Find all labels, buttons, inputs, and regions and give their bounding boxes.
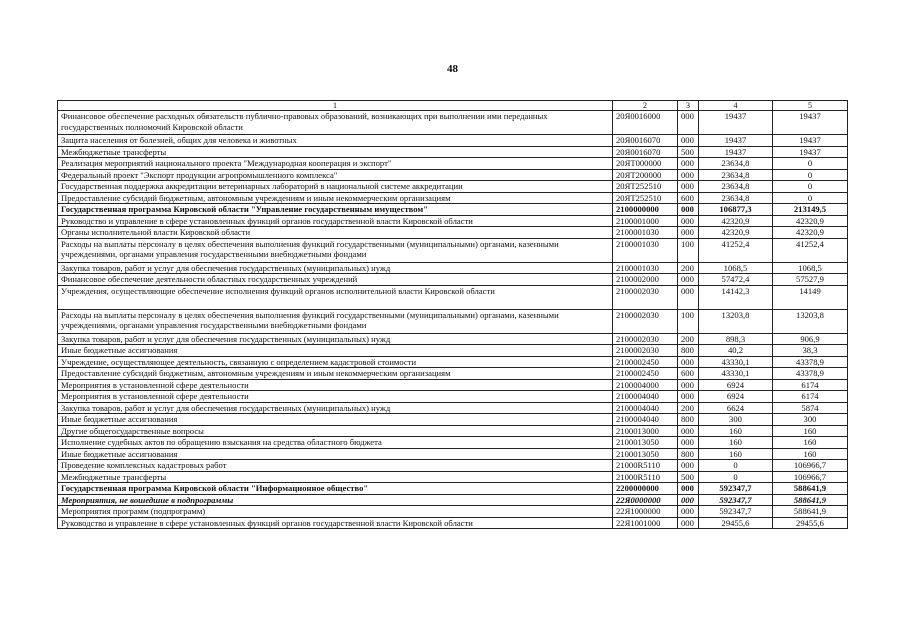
row-name-cell: Учреждения, осуществляющие обеспечение исполнения функций органов исполнительной власти Кировской области [58,285,613,309]
row-value-2-cell: 213149,5 [773,204,848,216]
row-value-1-cell: 592347,7 [699,483,773,495]
row-value-1-cell: 29455,6 [699,517,773,529]
row-code-cell: 21000R5110 [613,471,678,483]
row-value-1-cell: 19437 [699,146,773,158]
row-value-1-cell: 300 [699,414,773,426]
row-type-cell: 200 [678,262,699,274]
page-number: 48 [447,63,458,75]
row-type-cell: 000 [678,460,699,472]
row-value-1-cell: 19437 [699,111,773,135]
row-type-cell: 000 [678,181,699,193]
row-type-cell: 000 [678,274,699,286]
row-type-cell: 000 [678,517,699,529]
budget-table [57,100,848,529]
row-type-cell: 600 [678,192,699,204]
row-name-cell: Руководство и управление в сфере установленных функций органов государственной власти Кировской области [58,517,613,529]
row-type-cell: 000 [678,356,699,368]
row-code-cell: 2200000000 [613,483,678,495]
row-value-1-cell: 898,3 [699,333,773,345]
table-row [58,356,848,368]
table-row [58,494,848,506]
row-name-cell: Защита населения от болезней, общих для человека и животных [58,135,613,147]
header-cell: 2 [613,101,678,111]
row-code-cell: 2100002030 [613,285,678,309]
row-value-1-cell: 13203,8 [699,309,773,333]
table-row [58,227,848,239]
row-value-2-cell: 6174 [773,379,848,391]
row-type-cell: 200 [678,402,699,414]
row-value-1-cell: 23634,8 [699,158,773,170]
row-name-cell: Исполнение судебных актов по обращению взыскания на средства областного бюджета [58,437,613,449]
row-code-cell: 2100001000 [613,215,678,227]
row-value-2-cell: 57527,9 [773,274,848,286]
row-value-1-cell: 6924 [699,391,773,403]
row-name-cell: Иные бюджетные ассигнования [58,414,613,426]
row-code-cell: 20ЯТ200000 [613,169,678,181]
table-row [58,285,848,309]
row-code-cell: 20ЯТ252510 [613,192,678,204]
row-name-cell: Финансовое обеспечение расходных обязательств публично-правовых образований, возникающих при выполнении ими переданных государственных полномочий Кировской области [58,111,613,135]
row-value-1-cell: 106877,3 [699,204,773,216]
row-value-1-cell: 19437 [699,135,773,147]
row-type-cell: 800 [678,448,699,460]
row-name-cell: Федеральный проект "Экспорт продукции агропромышленного комплекса" [58,169,613,181]
row-code-cell: 2100001030 [613,262,678,274]
row-name-cell: Финансовое обеспечение деятельности областных государственных учреждений [58,274,613,286]
row-value-2-cell: 19437 [773,111,848,135]
table-row [58,414,848,426]
row-code-cell: 2100004000 [613,379,678,391]
row-code-cell: 2100004040 [613,402,678,414]
row-name-cell: Мероприятия, не вошедшие в подпрограммы [58,494,613,506]
row-value-1-cell: 0 [699,471,773,483]
row-value-2-cell: 300 [773,414,848,426]
row-value-1-cell: 592347,7 [699,506,773,518]
row-code-cell: 2100002450 [613,368,678,380]
row-value-2-cell: 0 [773,158,848,170]
row-value-1-cell: 40,2 [699,345,773,357]
row-type-cell: 000 [678,391,699,403]
row-value-1-cell: 0 [699,460,773,472]
row-name-cell: Мероприятия в установленной сфере деятельности [58,379,613,391]
row-value-1-cell: 57472,4 [699,274,773,286]
row-code-cell: 2100000000 [613,204,678,216]
row-name-cell: Иные бюджетные ассигнования [58,345,613,357]
row-name-cell: Закупка товаров, работ и услуг для обеспечения государственных (муниципальных) нужд [58,262,613,274]
row-name-cell: Закупка товаров, работ и услуг для обеспечения государственных (муниципальных) нужд [58,402,613,414]
row-value-2-cell: 14149 [773,285,848,309]
row-value-1-cell: 42320,9 [699,215,773,227]
row-type-cell: 600 [678,368,699,380]
row-value-2-cell: 588641,9 [773,506,848,518]
row-type-cell: 100 [678,238,699,262]
row-value-1-cell: 6924 [699,379,773,391]
table-row [58,238,848,262]
row-value-2-cell: 19437 [773,146,848,158]
row-name-cell: Органы исполнительной власти Кировской области [58,227,613,239]
row-code-cell: 2100001030 [613,227,678,239]
row-value-1-cell: 1068,5 [699,262,773,274]
table-row [58,483,848,495]
row-code-cell: 2100004040 [613,391,678,403]
row-code-cell: 2100013000 [613,425,678,437]
table-row [58,192,848,204]
row-name-cell: Предоставление субсидий бюджетным, автономным учреждениям и иным некоммерческим организациям [58,192,613,204]
row-code-cell: 20Я0016000 [613,111,678,135]
row-value-2-cell: 588641,9 [773,483,848,495]
row-type-cell: 000 [678,425,699,437]
row-value-2-cell: 29455,6 [773,517,848,529]
row-value-2-cell: 160 [773,437,848,449]
row-code-cell: 2100013050 [613,448,678,460]
row-value-2-cell: 906,9 [773,333,848,345]
row-name-cell: Государственная поддержка аккредитации ветеринарных лабораторий в национальной системе аккредитации [58,181,613,193]
row-value-2-cell: 5874 [773,402,848,414]
row-value-2-cell: 38,3 [773,345,848,357]
row-value-2-cell: 588641,9 [773,494,848,506]
row-code-cell: 2100002030 [613,333,678,345]
row-name-cell: Закупка товаров, работ и услуг для обеспечения государственных (муниципальных) нужд [58,333,613,345]
table-row [58,460,848,472]
header-cell: 5 [773,101,848,111]
row-name-cell: Межбюджетные трансферты [58,471,613,483]
table-row [58,111,848,135]
row-type-cell: 000 [678,483,699,495]
row-name-cell: Проведение комплексных кадастровых работ [58,460,613,472]
row-value-2-cell: 106966,7 [773,460,848,472]
row-value-2-cell: 160 [773,425,848,437]
row-name-cell: Межбюджетные трансферты [58,146,613,158]
row-type-cell: 000 [678,204,699,216]
row-value-1-cell: 592347,7 [699,494,773,506]
row-name-cell: Учреждение, осуществляющее деятельность, связанную с определением кадастровой стоимости [58,356,613,368]
row-value-2-cell: 1068,5 [773,262,848,274]
header-cell: 4 [699,101,773,111]
row-value-1-cell: 160 [699,437,773,449]
row-value-1-cell: 23634,8 [699,181,773,193]
row-code-cell: 2100013050 [613,437,678,449]
row-code-cell: 20ЯТ252510 [613,181,678,193]
row-name-cell: Реализация мероприятий национального проекта "Международная кооперация и экспорт" [58,158,613,170]
table-row [58,158,848,170]
row-type-cell: 000 [678,379,699,391]
row-name-cell: Расходы на выплаты персоналу в целях обеспечения выполнения функций государственными (муниципальными) органами, казенными учреждениями, органами управления государственными внебюджетными фондами [58,238,613,262]
table-row [58,368,848,380]
table-row [58,135,848,147]
row-type-cell: 500 [678,146,699,158]
row-value-1-cell: 43330,1 [699,356,773,368]
table-row [58,215,848,227]
row-value-1-cell: 41252,4 [699,238,773,262]
row-type-cell: 500 [678,471,699,483]
row-name-cell: Иные бюджетные ассигнования [58,448,613,460]
row-code-cell: 22Я0000000 [613,494,678,506]
row-name-cell: Расходы на выплаты персоналу в целях обеспечения выполнения функций государственными (муниципальными) органами, казенными учреждениями, органами управления государственными внебюджетными фондами [58,309,613,333]
table-row [58,471,848,483]
header-cell: 3 [678,101,699,111]
row-value-2-cell: 43378,9 [773,356,848,368]
table-row [58,181,848,193]
row-code-cell: 22Я1001000 [613,517,678,529]
row-code-cell: 20Я0016070 [613,146,678,158]
row-value-2-cell: 42320,9 [773,215,848,227]
row-name-cell: Мероприятия программ (подпрограмм) [58,506,613,518]
row-value-2-cell: 106966,7 [773,471,848,483]
row-value-1-cell: 14142,3 [699,285,773,309]
table-row [58,437,848,449]
row-value-2-cell: 0 [773,181,848,193]
row-name-cell: Руководство и управление в сфере установленных функций органов государственной власти Кировской области [58,215,613,227]
row-name-cell: Государственная программа Кировской области "Информационное общество" [58,483,613,495]
row-code-cell: 21000R5110 [613,460,678,472]
table-row [58,169,848,181]
row-type-cell: 000 [678,506,699,518]
table-row [58,262,848,274]
row-type-cell: 000 [678,494,699,506]
row-value-2-cell: 0 [773,192,848,204]
table-row [58,448,848,460]
row-value-2-cell: 41252,4 [773,238,848,262]
row-type-cell: 000 [678,135,699,147]
row-code-cell: 20Я0016070 [613,135,678,147]
table-row [58,309,848,333]
row-name-cell: Предоставление субсидий бюджетным, автономным учреждениям и иным некоммерческим организациям [58,368,613,380]
header-cell: 1 [58,101,613,111]
row-value-2-cell: 19437 [773,135,848,147]
row-type-cell: 800 [678,345,699,357]
table-row [58,345,848,357]
row-value-1-cell: 43330,1 [699,368,773,380]
row-code-cell: 2100002450 [613,356,678,368]
table-row [58,402,848,414]
row-value-2-cell: 43378,9 [773,368,848,380]
row-value-2-cell: 13203,8 [773,309,848,333]
row-value-1-cell: 6624 [699,402,773,414]
row-code-cell: 22Я1000000 [613,506,678,518]
row-type-cell: 000 [678,158,699,170]
row-code-cell: 2100004040 [613,414,678,426]
row-value-2-cell: 160 [773,448,848,460]
row-code-cell: 2100001030 [613,238,678,262]
table-row [58,425,848,437]
table-row [58,517,848,529]
row-name-cell: Другие общегосударственные вопросы [58,425,613,437]
row-type-cell: 000 [678,227,699,239]
row-type-cell: 100 [678,309,699,333]
table-row [58,204,848,216]
row-code-cell: 2100002030 [613,345,678,357]
table-row [58,506,848,518]
row-type-cell: 000 [678,111,699,135]
table-row [58,379,848,391]
row-code-cell: 2100002000 [613,274,678,286]
table-row [58,274,848,286]
row-name-cell: Государственная программа Кировской области "Управление государственным имуществом" [58,204,613,216]
table-row [58,333,848,345]
row-value-2-cell: 42320,9 [773,227,848,239]
table-row [58,391,848,403]
row-value-2-cell: 0 [773,169,848,181]
row-value-1-cell: 23634,8 [699,169,773,181]
row-type-cell: 000 [678,285,699,309]
row-type-cell: 000 [678,169,699,181]
row-type-cell: 800 [678,414,699,426]
row-value-1-cell: 42320,9 [699,227,773,239]
table-header-row [58,101,848,111]
table-row [58,146,848,158]
row-code-cell: 2100002030 [613,309,678,333]
row-type-cell: 000 [678,437,699,449]
row-value-1-cell: 23634,8 [699,192,773,204]
row-value-2-cell: 6174 [773,391,848,403]
row-value-1-cell: 160 [699,448,773,460]
row-name-cell: Мероприятия в установленной сфере деятельности [58,391,613,403]
row-code-cell: 20ЯТ000000 [613,158,678,170]
row-value-1-cell: 160 [699,425,773,437]
row-type-cell: 000 [678,215,699,227]
row-type-cell: 200 [678,333,699,345]
